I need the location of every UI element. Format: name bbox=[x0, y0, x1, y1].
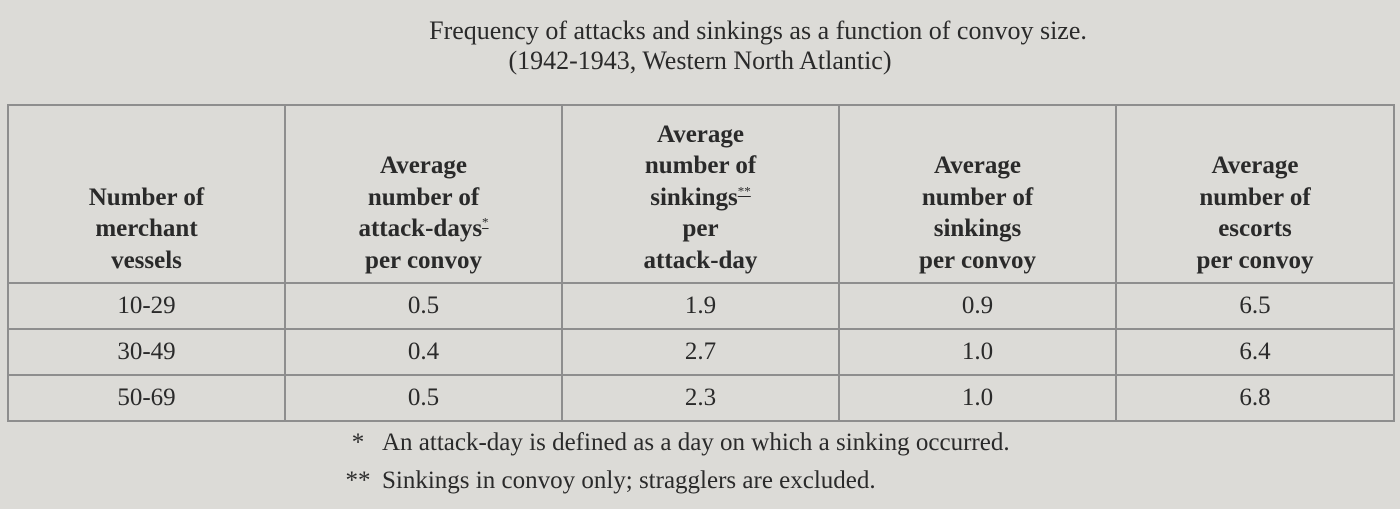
table-row bbox=[8, 375, 1394, 421]
table-title bbox=[0, 16, 1400, 76]
footnote-symbol: * bbox=[351, 429, 365, 456]
table-cell: 0.4 bbox=[285, 329, 562, 375]
table-cell: 10-29 bbox=[8, 283, 285, 329]
table-cell: 50-69 bbox=[8, 375, 285, 421]
footnote-text: An attack-day is defined as a day on which a sinking occurred. bbox=[382, 429, 1010, 456]
title-line-1: Frequency of attacks and sinkings as a function of convoy size. bbox=[429, 16, 1087, 45]
table-cell: 0.5 bbox=[285, 375, 562, 421]
table-cell: 1.9 bbox=[562, 283, 839, 329]
footnote-marker-single: * bbox=[482, 214, 489, 230]
table-cell: 1.0 bbox=[839, 329, 1116, 375]
header-attack-days-per-convoy: Average number of attack-days* per convoy bbox=[285, 105, 562, 283]
table-cell: 0.5 bbox=[285, 283, 562, 329]
header-row bbox=[8, 105, 1394, 283]
table-cell: 1.0 bbox=[839, 375, 1116, 421]
footnotes bbox=[334, 424, 1010, 500]
table-row bbox=[8, 329, 1394, 375]
footnote-marker-double: ** bbox=[737, 183, 751, 199]
table-cell: 6.4 bbox=[1116, 329, 1394, 375]
table-row bbox=[8, 283, 1394, 329]
table-cell: 6.5 bbox=[1116, 283, 1394, 329]
table-cell: 2.3 bbox=[562, 375, 839, 421]
footnote bbox=[334, 424, 1010, 462]
header-sinkings-per-attack-day: Average number of sinkings** per attack-day bbox=[562, 105, 839, 283]
header-escorts-per-convoy: Average number of escorts per convoy bbox=[1116, 105, 1394, 283]
table-cell: 2.7 bbox=[562, 329, 839, 375]
footnote bbox=[334, 462, 1010, 500]
footnote-symbol: ** bbox=[345, 467, 371, 494]
title-line-2: (1942-1943, Western North Atlantic) bbox=[508, 46, 892, 75]
footnote-text: Sinkings in convoy only; stragglers are excluded. bbox=[382, 467, 876, 494]
table-cell: 30-49 bbox=[8, 329, 285, 375]
convoy-statistics-table bbox=[7, 104, 1395, 422]
header-sinkings-per-convoy: Average number of sinkings per convoy bbox=[839, 105, 1116, 283]
table-cell: 6.8 bbox=[1116, 375, 1394, 421]
header-merchant-vessels: Number of merchant vessels bbox=[8, 105, 285, 283]
table-cell: 0.9 bbox=[839, 283, 1116, 329]
